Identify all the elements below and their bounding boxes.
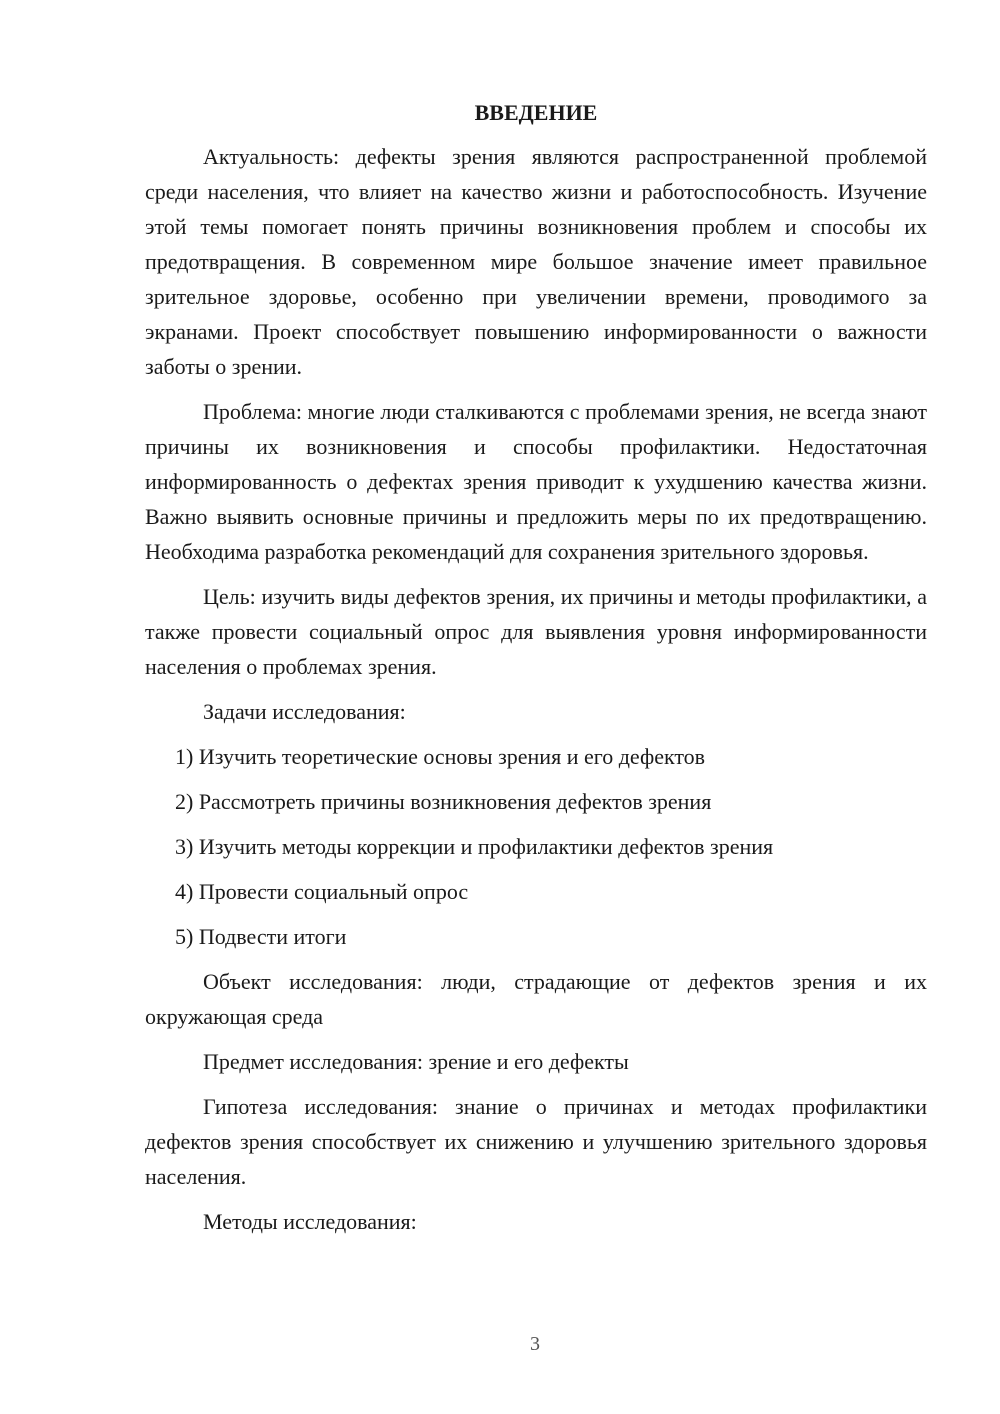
list-item: 1) Изучить теоретические основы зрения и его дефектов [175, 744, 706, 769]
tasks-heading: Задачи исследования: [203, 699, 406, 724]
paragraph-problem: Проблема: многие люди сталкиваются с проблемами зрения, не всегда знают причины их возникновения и способы профилактики. Недостаточная информированность о дефектах зрения приводит к ухудшению качества жизни. Важно выявить основные причины и предложить меры по их предотвращению. Необходима разработка рекомендаций для сохранения зрительного здоровья. [145, 399, 927, 564]
list-item: 2) Рассмотреть причины возникновения дефектов зрения [175, 789, 712, 814]
page-body [145, 95, 927, 1249]
page-number: 3 [530, 1333, 540, 1355]
paragraph-object: Объект исследования: люди, страдающие от дефектов зрения и их окружающая среда [145, 969, 927, 1029]
page-title: ВВЕДЕНИЕ [474, 100, 598, 125]
paragraph-relevance: Актуальность: дефекты зрения являются распространенной проблемой среди населения, что влияет на качество жизни и работоспособность. Изучение этой темы помогает понять причины возникновения проблем и способы их предотвращения. В современном мире большое значение имеет правильное зрительное здоровье, особенно при увеличении времени, проводимого за экранами. Проект способствует повышению информированности о важности заботы о зрении. [145, 144, 927, 379]
paragraph-hypothesis: Гипотеза исследования: знание о причинах и методах профилактики дефектов зрения способствует их снижению и улучшению зрительного здоровья населения. [145, 1094, 927, 1189]
list-item: 3) Изучить методы коррекции и профилактики дефектов зрения [175, 834, 774, 859]
paragraph-goal: Цель: изучить виды дефектов зрения, их причины и методы профилактики, а также провести социальный опрос для выявления уровня информированности населения о проблемах зрения. [145, 584, 927, 679]
list-item: 4) Провести социальный опрос [175, 879, 469, 904]
tasks-list [145, 739, 927, 954]
list-item: 5) Подвести итоги [175, 924, 347, 949]
paragraph-methods: Методы исследования: [203, 1209, 417, 1234]
paragraph-subject: Предмет исследования: зрение и его дефекты [203, 1049, 629, 1074]
